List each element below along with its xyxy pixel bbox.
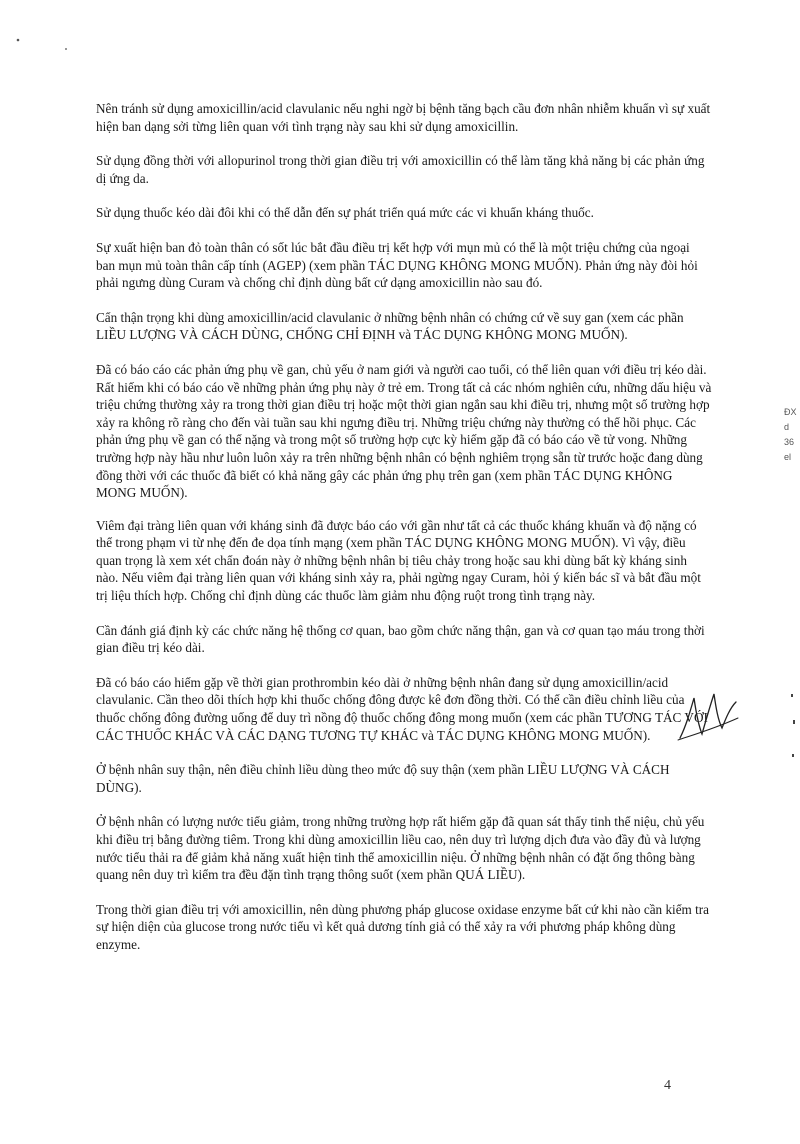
paragraph: Đã có báo cáo các phản ứng phụ về gan, chủ yếu ở nam giới và người cao tuổi, có thể liên quan với điều trị kéo dài. Rất hiếm khi có báo cáo về những phản ứng phụ này ở trẻ em. Trong tất cả các nhóm nghiên cứu, những dấu hiệu và triệu chứng thường xảy ra trong thời gian điều trị hoặc một thời gian ngắn sau khi điều trị, nhưng một số trường hợp xảy ra không rõ ràng cho đến vài tuần sau khi ngưng điều trị. Những triệu chứng này thường có thể hồi phục. Các phản ứng phụ về gan có thể nặng và trong một số trường hợp cực kỳ hiếm gặp đã có báo cáo về tử vong. Những trường hợp này hầu như luôn luôn xảy ra trên những bệnh nhân có bệnh nghiêm trọng sẵn từ trước hoặc đang dùng đồng thời với các thuốc đã biết có khả năng gây các phản ứng phụ trên gan (xem phần TÁC DỤNG KHÔNG MONG MUỐN). bbox=[96, 361, 712, 501]
paragraph: Sự xuất hiện ban đỏ toàn thân có sốt lúc bắt đầu điều trị kết hợp với mụn mủ có thể là một triệu chứng của ngoại ban mụn mủ toàn thân cấp tính (AGEP) (xem phần TÁC DỤNG KHÔNG MONG MUỐN). Phản ứng này đòi hỏi phải ngưng dùng Curam và chống chỉ định dùng bất cứ dạng amoxicillin nào sau đó. bbox=[96, 239, 698, 291]
paragraph: Nên tránh sử dụng amoxicillin/acid clavulanic nếu nghi ngờ bị bệnh tăng bạch cầu đơn nhân nhiễm khuẩn vì sự xuất hiện ban dạng sởi từng liên quan với tình trạng này sau khi sử dụng amoxicillin. bbox=[96, 101, 711, 134]
paragraph: Cẩn thận trọng khi dùng amoxicillin/acid clavulanic ở những bệnh nhân có chứng cứ về suy gan (xem các phần LIỀU LƯỢNG VÀ CÁCH DÙNG, CHỐNG CHỈ ĐỊNH và TÁC DỤNG KHÔNG MONG MUỐN). bbox=[96, 309, 684, 343]
scan-speck-mark bbox=[14, 34, 74, 54]
scan-edge-specks bbox=[785, 690, 800, 780]
paragraph: Viêm đại tràng liên quan với kháng sinh đã được báo cáo với gần như tất cả các thuốc kháng khuẩn và độ nặng có thể trong phạm vi từ nhẹ đến đe dọa tính mạng (xem phần TÁC DỤNG KHÔNG MONG MUỐN). Vì vậy, điều quan trọng là xem xét chẩn đoán này ở những bệnh nhân bị tiêu chảy trong hoặc sau khi dùng bất kỳ kháng sinh nào. Nếu viêm đại tràng liên quan với kháng sinh xảy ra, phải ngừng ngay Curam, hỏi ý kiến bác sĩ và bắt đầu một trị liệu thích hợp. Chống chỉ định dùng các thuốc làm giảm nhu động ruột trong tình trạng này. bbox=[96, 517, 701, 604]
handwritten-signature bbox=[676, 688, 740, 742]
edge-mark: d bbox=[784, 422, 790, 432]
page-number: 4 bbox=[664, 1078, 671, 1093]
paragraph: Sử dụng đồng thời với allopurinol trong thời gian điều trị với amoxicillin có thể làm tăng khả năng bị các phản ứng dị ứng da. bbox=[96, 153, 705, 186]
edge-mark: ĐX bbox=[784, 407, 797, 417]
paragraph: Trong thời gian điều trị với amoxicillin, nên dùng phương pháp glucose oxidase enzyme bất cứ khi nào cần kiểm tra sự hiện diện của glucose trong nước tiểu vì kết quả dương tính giả có thể xảy ra với phương pháp không dùng enzyme. bbox=[96, 901, 710, 952]
paragraph: Đã có báo cáo hiếm gặp về thời gian prothrombin kéo dài ở những bệnh nhân đang sử dụng amoxicillin/acid clavulanic. Cần theo dõi thích hợp khi thuốc chống đông được kê đơn đồng thời. Có thể cần điều chỉnh liều của thuốc chống đông đường uống để duy trì nồng độ thuốc chống đông mong muốn (xem các phần TƯƠNG TÁC VỚI CÁC THUỐC KHÁC VÀ CÁC DẠNG TƯƠNG TỰ KHÁC và TÁC DỤNG KHÔNG MONG MUỐN). bbox=[96, 674, 708, 743]
scan-edge-marks bbox=[784, 405, 800, 465]
paragraph: Sử dụng thuốc kéo dài đôi khi có thể dẫn đến sự phát triển quá mức các vi khuẩn kháng thuốc. bbox=[96, 205, 594, 221]
document-body bbox=[96, 100, 712, 971]
edge-mark: 36 bbox=[784, 437, 795, 447]
edge-mark: el bbox=[784, 452, 792, 462]
paragraph: Ở bệnh nhân suy thận, nên điều chỉnh liều dùng theo mức độ suy thận (xem phần LIỀU LƯỢNG VÀ CÁCH DÙNG). bbox=[96, 762, 670, 795]
paragraph: Ở bệnh nhân có lượng nước tiểu giảm, trong những trường hợp rất hiếm gặp đã quan sát thấy tinh thể niệu, chủ yếu khi điều trị bằng đường tiêm. Trong khi dùng amoxicillin liều cao, nên duy trì lượng dịch đưa vào đầy đủ và lượng nước tiểu thải ra để giảm khả năng xuất hiện tinh thể amoxicillin niệu. Ở những bệnh nhân có đặt ống thông bàng quang nên duy trì kiểm tra đều đặn tình trạng thông suốt (xem phần QUÁ LIỀU). bbox=[96, 814, 705, 883]
paragraph: Cần đánh giá định kỳ các chức năng hệ thống cơ quan, bao gồm chức năng thận, gan và cơ quan tạo máu trong thời gian điều trị kéo dài. bbox=[96, 622, 705, 656]
